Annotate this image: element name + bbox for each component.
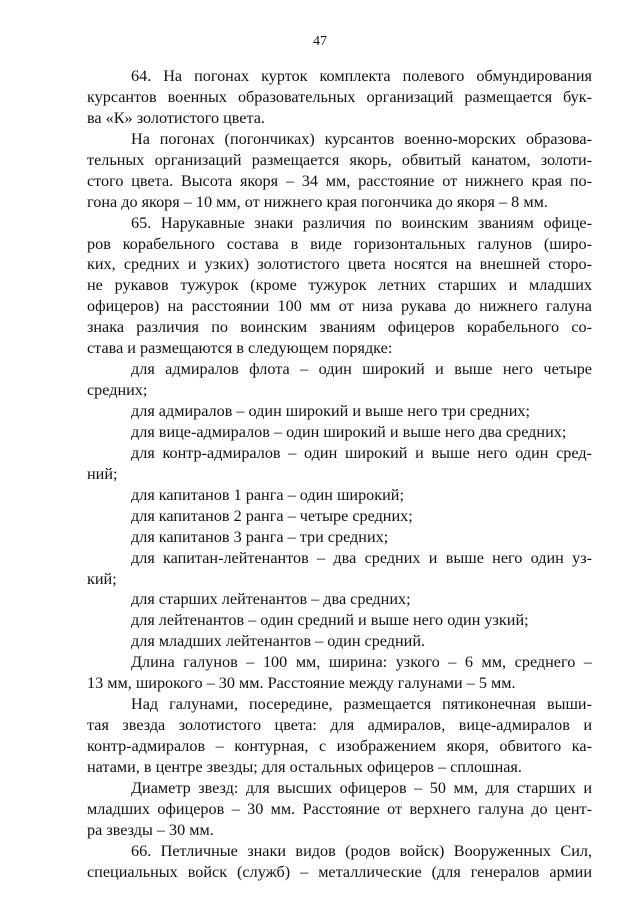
text-line: курсантов военных образовательных организаций размещается бук- [87, 87, 592, 106]
text-line: Длина галунов – 100 мм, ширина: узкого – 6 мм, среднего – [131, 653, 592, 672]
text-line: для капитан-лейтенантов – два средних и выше него один уз- [131, 548, 592, 567]
text-line: для контр-адмиралов – один широкий и выше него один сред- [131, 443, 592, 462]
text-line: стого цвета. Высота якоря – 34 мм, расстояние от нижнего края по- [87, 171, 592, 190]
text-line: офицеров) на расстоянии 100 мм от низа рукава до нижнего галуна [87, 297, 592, 316]
text-line: 66. Петличные знаки видов (родов войск) Вооруженных Сил, [131, 841, 592, 860]
text-line: става и размещаются в следующем порядке: [87, 339, 393, 358]
text-line: специальных войск (служб) – металлические (для генералов армии [87, 862, 592, 881]
text-line: младших офицеров – 30 мм. Расстояние от верхнего галуна до цент- [87, 799, 592, 818]
text-line: для капитанов 3 ранга – три средних; [131, 527, 389, 546]
text-line: натами, в центре звезды; для остальных офицеров – сплошная. [87, 757, 522, 776]
text-line: для капитанов 1 ранга – один широкий; [131, 485, 404, 504]
text-line: На погонах (погончиках) курсантов военно-морских образова- [131, 129, 592, 148]
text-line: средних; [87, 381, 148, 400]
text-line: ва «К» золотистого цвета. [87, 108, 265, 127]
text-line: для старших лейтенантов – два средних; [131, 590, 411, 609]
text-line: ких, средних и узких) золотистого цвета носятся на внешней сторо- [87, 255, 592, 274]
text-line: кий; [87, 569, 117, 588]
text-line: 65. Нарукавные знаки различия по воинским званиям офице- [131, 213, 592, 232]
text-line: контр-адмиралов – контурная, с изображением якоря, обвитого ка- [87, 737, 592, 755]
text-line: для лейтенантов – один средний и выше него один узкий; [131, 611, 529, 630]
text-line: ний; [87, 464, 118, 483]
text-line: для младших лейтенантов – один средний. [131, 632, 426, 651]
text-line: Диаметр звезд: для высших офицеров – 50 мм, для старших и [131, 778, 592, 797]
text-line: тельных организаций размещается якорь, обвитый канатом, золоти- [87, 150, 592, 169]
text-line: гона до якоря – 10 мм, от нижнего края погончика до якоря – 8 мм. [87, 192, 548, 211]
text-line: для капитанов 2 ранга – четыре средних; [131, 506, 413, 525]
text-line: для вице-адмиралов – один широкий и выше него два средних; [131, 422, 567, 441]
page-number: 47 [313, 34, 327, 49]
text-line: не рукавов тужурок (кроме тужурок летних старших и младших [87, 276, 592, 295]
text-line: Над галунами, посередине, размещается пятиконечная выши- [131, 695, 592, 714]
text-line: знака различия по воинским званиям офицеров корабельного со- [87, 318, 592, 337]
text-line: тая звезда золотистого цвета: для адмиралов, вице-адмиралов и [87, 716, 592, 735]
text-line: 13 мм, широкого – 30 мм. Расстояние между галунами – 5 мм. [87, 674, 516, 693]
text-line: 64. На погонах курток комплекта полевого обмундирования [131, 67, 592, 85]
text-line: для адмиралов флота – один широкий и выше него четыре [131, 360, 592, 379]
text-line: для адмиралов – один широкий и выше него три средних; [131, 402, 530, 420]
text-line: ра звезды – 30 мм. [87, 820, 214, 839]
text-line: ров корабельного состава в виде горизонтальных галунов (широ- [87, 234, 592, 253]
body-text [87, 66, 592, 883]
